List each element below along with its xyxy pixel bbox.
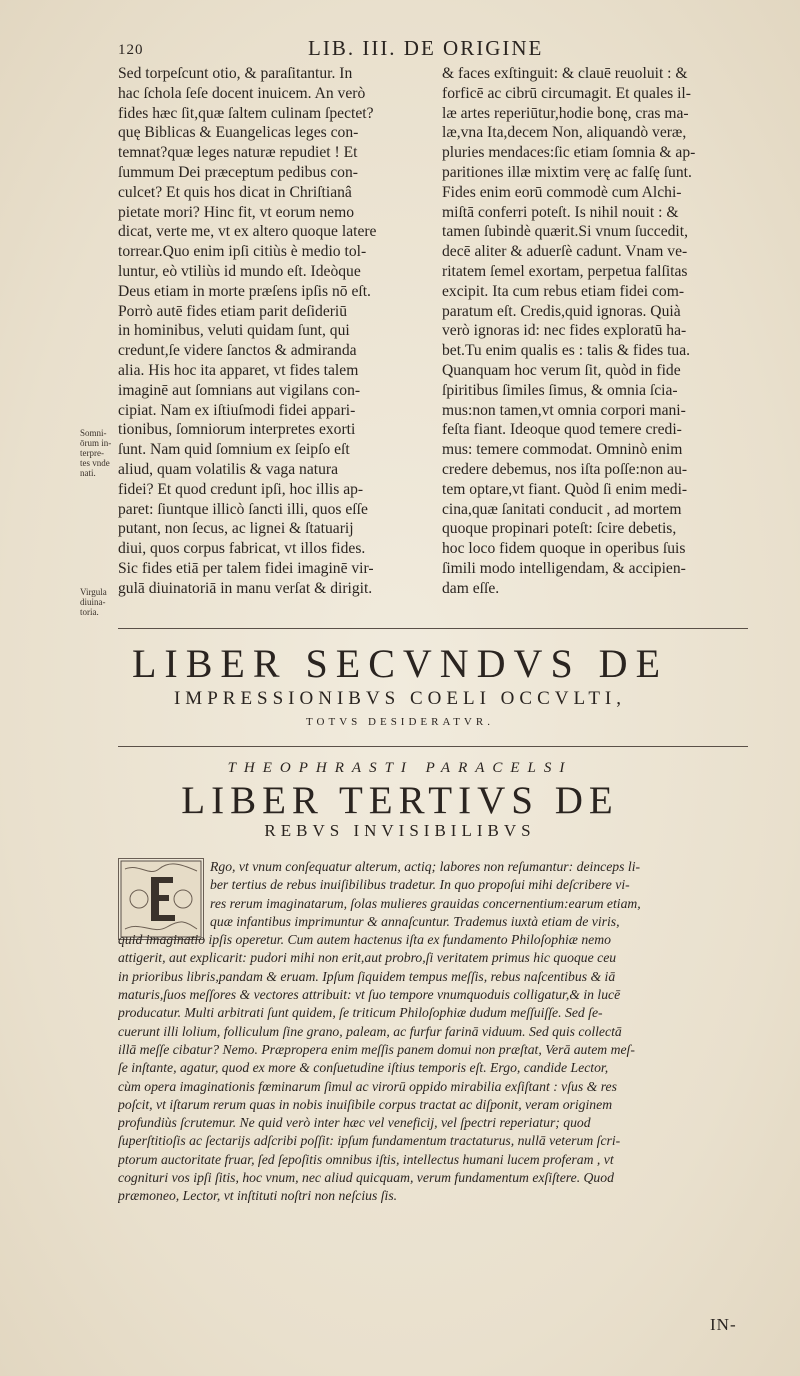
text-line: quoque propinari poteſt: ſcire debetis, [442,520,677,538]
text-line: imaginē aut ſomnians aut vigilans con- [118,381,361,399]
text-line: Quanquam hoc verum ſit, quòd in fide [442,361,681,379]
text-line: tamen ſubindè quærit.Si vnum ſuccedit, [442,223,688,241]
text-line: pietate mori? Hinc fit, vt eorum nemo [118,203,355,221]
text-line: mus:non tamen,vt omnia corpori mani- [442,401,686,419]
text-line: Porrò autē fides etiam parit deſideriū [118,302,348,320]
book-three-text [118,858,748,1206]
text-line: tem optare,vt fiant. Quòd ſi enim medi- [442,480,688,498]
margin-note-divining-rod: Virgula diuina- toria. [80,587,107,617]
italic-text-line: maturis,ſuos meſſores & vectores attribuit: vt ſuo tempore vnumquoduis colligatur,& in lucē [118,987,621,1003]
text-line: ſunt. Nam quid ſomnium ex ſeipſo eſt [118,441,350,459]
italic-text-line: ſe inſtante, agatur, quod ex more & conſuetudine iſtius temporis eſt. Ergo, candide Lector, [118,1060,609,1076]
italic-text-line: ber tertius de rebus inuiſibilibus tradetur. In quo propoſui mihi deſcribere vi- [210,877,630,893]
text-line: alia. His hoc ita apparet, vt fides talem [118,361,359,379]
italic-text-line: præmoneo, Lector, vt inſtituti noſtri non neſcius ſis. [118,1188,398,1204]
italic-text-line: res rerum imaginatarum, ſolas mulieres grauidas concernentium:earum etiam, [210,895,641,911]
text-line: culcet? Et quis hos dicat in Chriſtianâ [118,183,352,201]
italic-text-line: quæ infantibus imprimuntur & annaſcuntur. Trademus iuxtà etiam de viris, [210,913,620,929]
text-line: cina,quæ ſanitati conducit , ad mortem [442,500,682,518]
italic-text-line: ptorum auctoritate fruar, ſed ſepoſitis omnibus iſtis, intellectus humani lucem proferam , vt [118,1151,614,1167]
text-line: pluries mendaces:ſic etiam ſomnia & ap- [442,144,696,162]
text-line: excipit. Ita cum rebus etiam fidei com- [442,282,685,300]
text-line: Fides enim eorū commodè cum Alchi- [442,183,682,201]
text-line: verò ignoras id: nec fides exploratū ha- [442,322,687,340]
italic-text-line: profundiùs ſcrutemur. Ne quid verò inter hæc vel veneficij, vel ſpectri reperiatur; quod [118,1115,591,1131]
text-line: credunt,ſe videre ſanctos & admiranda [118,342,357,360]
section-divider-top [118,628,748,629]
text-line: læ artes reperiūtur,hodie bonę, cras ma- [442,104,689,122]
text-line: dicat, verte me, vt ex altero quoque latere [118,223,377,241]
text-line: decē aliter & aduerſè cadunt. Vnam ve- [442,243,688,261]
margin-note-dream-interpreters: Somni- ōrum in- terpre- tes vnde nati. [80,428,112,478]
text-line: miſtā conferri poteſt. Is nihil nouit : & [442,203,679,221]
italic-text-line: poſcit, vt iſtarum rerum quas in nobis inuiſibile corpus tractat ac diſponit, veram originem [118,1096,613,1112]
italic-text-line: producatur. Multi arbitrati ſunt quidem, ſe triticum Philoſophiæ dudum meſſuiſſe. Sed ſe- [118,1005,603,1021]
italic-text-line: cùm opera imaginationis fœminarum ſimul ac virorū oppido mirabilia exſiſtant : vſus & res [118,1078,617,1094]
running-title: LIB. III. DE ORIGINE [308,36,544,60]
italic-text-line: illā meſſe cibatur? Nemo. Præpropera enim meſſis panem domui non præſtat, Verā autem meſ- [118,1041,635,1057]
italic-text-line: cognituri vos ipſi ſitis, hoc vnum, nec aliud quicquam, verum fundamentum exſiſtere. Quod [118,1170,614,1186]
book-two-note: TOTVS DESIDERATVR. [306,716,494,728]
text-line: putant, non ſecus, ac lignei & ſtatuarij [118,520,354,538]
text-line: quę Biblicas & Euangelicas leges con- [118,124,359,142]
text-line: gulā diuinatoriā in manu verſat & dirigit. [118,579,373,597]
text-line: luntur, eò vtiliùs id mundo eſt. Ideòque [118,262,361,280]
section-divider-middle [118,746,748,747]
text-line: Sed torpeſcunt otio, & paraſitantur. In [118,65,353,82]
text-line: torrear.Quo enim ipſi citiùs è medio tol- [118,243,367,261]
text-line: bet.Tu enim qualis es : talis & fides tua. [442,342,691,360]
book-two-title: LIBER SECVNDVS DE [131,641,669,686]
italic-text-line: in prioribus libris,pandam & eruam. Ipſum ſiquidem tempus meſſis, rebus naſcentibus & iā [118,968,616,984]
text-line: fides hæc ſit,quæ ſaltem culinam ſpectet? [118,104,374,122]
text-line: tionibus, ſomniorum interpretes exorti [118,421,356,439]
text-line: feſta fiant. Ideoque quod temere credi- [442,421,682,439]
book-three-subtitle: REBVS INVISIBILIBVS [264,821,536,840]
text-line: paritiones illæ mixtim verę ac falſę ſunt. [442,163,692,181]
page-number: 120 [118,42,144,58]
italic-text-line: ſuperſtitioſis ac ſectarijs adſcribi poſſit: ipſum fundamentum tractaturus, nullā veterum ſcri- [118,1133,621,1149]
text-line: paret: ſiuntque illicò ſancti illi, quos eſſe [118,500,368,518]
text-line: in hominibus, veluti quidam ſunt, qui [118,322,350,340]
text-line: ſimili modo intelligendam, & accipien- [442,559,686,577]
book-three-author: THEOPHRASTI PARACELSI [227,760,573,776]
text-line: ſpiritibus ſimiles ſimus, & omnia ſcia- [442,381,678,399]
italic-text-line: quid imaginatio ipſis operetur. Cum autem hactenus iſta ex fundamento Philoſophiæ nemo [118,932,611,948]
text-line: læ,vna Ita,decem Non, aliquandò veræ, [442,124,687,142]
text-line: mus: temere commodat. Omninò enim [442,441,683,459]
left-text-column [118,64,428,599]
italic-text-line: cuerunt illi lolium, folliculum ſine grano, paleam, ac furfur farinā viduum. Sed quis collectā [118,1023,622,1039]
text-line: paratum eſt. Credis,quid ignoras. Quià [442,302,681,320]
text-line: ritatem ſemel exortam, perpetua falſitas [442,262,688,280]
text-line: hoc loco fidem quoque in operibus ſuis [442,540,686,558]
book-two-subtitle: IMPRESSIONIBVS COELI OCCVLTI, [173,688,627,709]
text-line: Sic fides etiā per talem fidei imaginē vir- [118,559,374,577]
text-line: Deus etiam in morte præſens ipſis nō eſt. [118,282,371,300]
text-line: temnat?quæ leges naturæ repudiet ! Et [118,144,358,162]
text-line: fidei? Et quod credunt ipſi, hoc illis ap- [118,480,364,498]
text-line: aliud, quam volatilis & vaga natura [118,460,338,478]
text-line: cipiat. Nam ex iſtiuſmodi fidei appari- [118,401,356,419]
text-line: ſummum Dei præceptum pedibus con- [118,163,358,181]
text-line: diui, quos corpus fabricat, vt illos fides. [118,540,366,558]
text-line: forficē ac cibrū circumagit. Et quales il- [442,84,691,102]
right-text-column [442,64,742,599]
book-three-title: LIBER TERTIVS DE [181,779,619,822]
text-line: dam eſſe. [442,579,500,597]
text-line: & faces exſtinguit: & clauē reuoluit : & [442,65,688,82]
text-line: credere debemus, nos iſta poſſe:non au- [442,460,688,478]
italic-text-line: Rgo, vt vnum conſequatur alterum, actiq; labores non reſumantur: deinceps li- [210,859,641,874]
catchword: IN- [710,1315,737,1334]
italic-text-line: attigerit, aut explicarit: pudori mihi non erit,aut probro,ſi veritatem primus hic quoque ceu [118,950,617,966]
text-line: hac ſchola ſeſe docent inuicem. An verò [118,84,366,102]
